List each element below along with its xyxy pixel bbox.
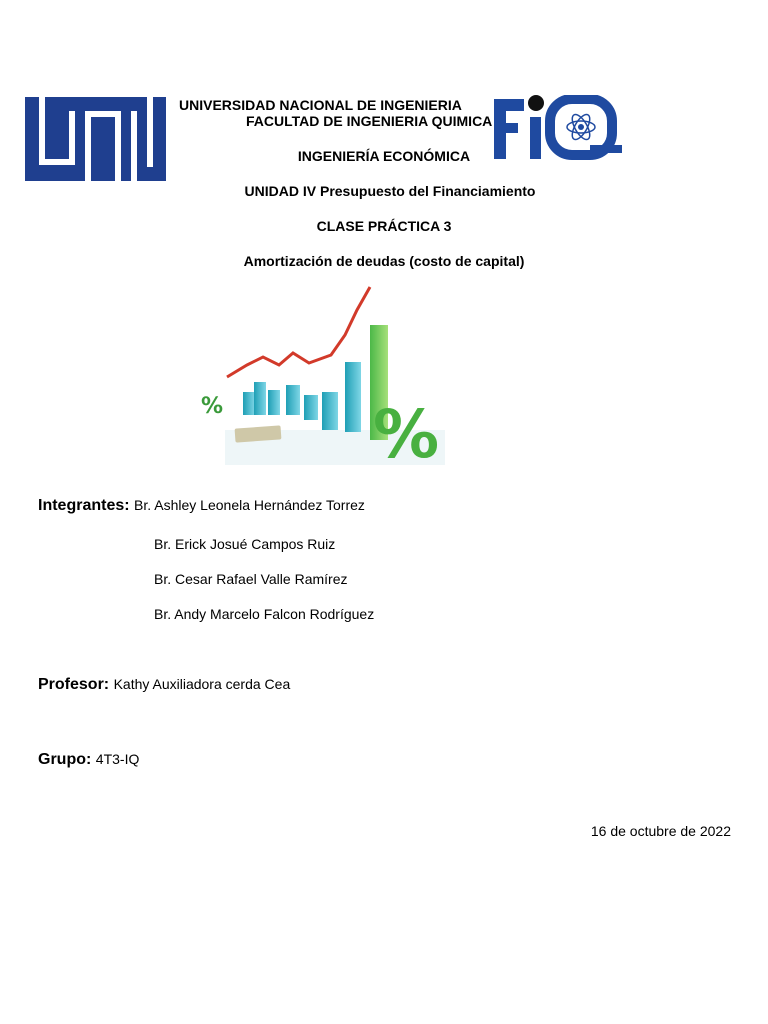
member-name: Br. Ashley Leonela Hernández Torrez — [134, 497, 365, 513]
member-name: Br. Cesar Rafael Valle Ramírez — [154, 571, 348, 587]
member-name: Br. Erick Josué Campos Ruiz — [154, 536, 336, 552]
course-title: INGENIERÍA ECONÓMICA — [297, 148, 471, 164]
unit-title: UNIDAD IV Presupuesto del Financiamiento — [244, 183, 536, 199]
uni-logo — [25, 97, 166, 181]
percent-small: % — [201, 394, 224, 419]
members-label: Integrantes: — [38, 497, 130, 514]
professor-name: Kathy Auxiliadora cerda Cea — [113, 676, 291, 692]
topic-title: Amortización de deudas (costo de capital) — [243, 253, 525, 269]
growth-chart-illustration — [195, 285, 445, 465]
class-title: CLASE PRÁCTICA 3 — [316, 218, 452, 234]
faculty-name: FACULTAD DE INGENIERIA QUIMICA — [246, 113, 493, 129]
percent-large: % — [373, 396, 440, 465]
members-row — [38, 497, 365, 515]
group-label: Grupo: — [38, 751, 92, 768]
member-name: Br. Andy Marcelo Falcon Rodríguez — [154, 606, 375, 622]
group-row — [38, 751, 139, 769]
professor-label: Profesor: — [38, 676, 110, 693]
professor-row — [38, 676, 290, 694]
group-value: 4T3-IQ — [95, 751, 140, 767]
university-name: UNIVERSIDAD NACIONAL DE INGENIERIA — [179, 97, 462, 113]
document-date: 16 de octubre de 2022 — [590, 823, 731, 839]
